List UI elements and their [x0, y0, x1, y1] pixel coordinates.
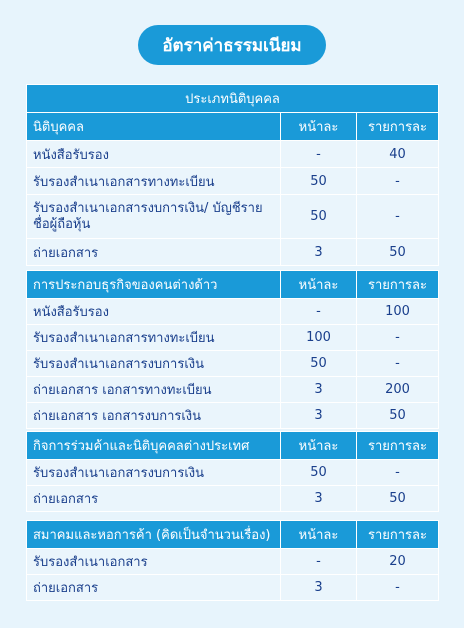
- header-per-item: รายการละ: [357, 113, 439, 141]
- row-per-item: -: [357, 168, 439, 195]
- row-name: รับรองสำเนาเอกสารงบการเงิน: [27, 460, 281, 486]
- row-per-item: 50: [357, 403, 439, 429]
- row-name: ถ่ายเอกสาร: [27, 239, 281, 266]
- row-name: รับรองสำเนาเอกสารทางทะเบียน: [27, 168, 281, 195]
- table-header: [27, 521, 439, 549]
- table-header: [27, 113, 439, 141]
- row-per-item: -: [357, 460, 439, 486]
- header-per-item: รายการละ: [357, 521, 439, 549]
- header-per-item: รายการละ: [357, 432, 439, 460]
- row-name: ถ่ายเอกสาร เอกสารงบการเงิน: [27, 403, 281, 429]
- page-title: อัตราค่าธรรมเนียม: [138, 25, 326, 65]
- row-per-page: 3: [281, 239, 357, 266]
- row-per-page: 3: [281, 575, 357, 601]
- table-row: [27, 141, 439, 168]
- row-name: ถ่ายเอกสาร: [27, 575, 281, 601]
- table-row: [27, 168, 439, 195]
- header-name: นิติบุคคล: [27, 113, 281, 141]
- row-per-page: 100: [281, 325, 357, 351]
- association-fee-table: [26, 520, 439, 601]
- row-per-item: 50: [357, 239, 439, 266]
- table-row: [27, 239, 439, 266]
- row-name: ถ่ายเอกสาร: [27, 486, 281, 512]
- row-per-item: -: [357, 575, 439, 601]
- table-header: [27, 432, 439, 460]
- row-per-page: 50: [281, 460, 357, 486]
- row-name: หนังสือรับรอง: [27, 299, 281, 325]
- table-row: [27, 195, 439, 239]
- row-per-page: 50: [281, 168, 357, 195]
- row-name: รับรองสำเนาเอกสารงบการเงิน: [27, 351, 281, 377]
- row-per-item: 20: [357, 549, 439, 575]
- row-name: รับรองสำเนาเอกสารงบการเงิน/ บัญชีรายชื่อผู้ถือหุ้น: [27, 195, 281, 239]
- super-header-label: ประเภทนิติบุคคล: [27, 85, 439, 113]
- row-per-page: -: [281, 141, 357, 168]
- row-per-item: -: [357, 195, 439, 239]
- row-per-page: 50: [281, 195, 357, 239]
- header-name: กิจการร่วมค้าและนิติบุคคลต่างประเทศ: [27, 432, 281, 460]
- row-per-item: -: [357, 325, 439, 351]
- row-per-item: 50: [357, 486, 439, 512]
- header-per-item: รายการละ: [357, 271, 439, 299]
- row-per-item: 100: [357, 299, 439, 325]
- header-name: การประกอบธุรกิจของคนต่างด้าว: [27, 271, 281, 299]
- header-name: สมาคมและหอการค้า (คิดเป็นจำนวนเรื่อง): [27, 521, 281, 549]
- header-per-page: หน้าละ: [281, 432, 357, 460]
- header-per-page: หน้าละ: [281, 113, 357, 141]
- row-name: รับรองสำเนาเอกสาร: [27, 549, 281, 575]
- row-per-item: 200: [357, 377, 439, 403]
- row-per-page: -: [281, 549, 357, 575]
- table-row: [27, 377, 439, 403]
- table-row: [27, 575, 439, 601]
- row-per-page: 3: [281, 403, 357, 429]
- table-row: [27, 325, 439, 351]
- row-per-item: -: [357, 351, 439, 377]
- table-row: [27, 460, 439, 486]
- table-row: [27, 403, 439, 429]
- row-name: รับรองสำเนาเอกสารทางทะเบียน: [27, 325, 281, 351]
- row-per-page: 50: [281, 351, 357, 377]
- table-row: [27, 299, 439, 325]
- header-per-page: หน้าละ: [281, 271, 357, 299]
- table-row: [27, 486, 439, 512]
- table-header: [27, 271, 439, 299]
- foreign-business-fee-table: [26, 270, 439, 429]
- row-name: ถ่ายเอกสาร เอกสารทางทะเบียน: [27, 377, 281, 403]
- header-per-page: หน้าละ: [281, 521, 357, 549]
- row-per-page: 3: [281, 377, 357, 403]
- row-per-page: -: [281, 299, 357, 325]
- joint-venture-fee-table: [26, 431, 439, 512]
- table-row: [27, 549, 439, 575]
- table-super-header: [27, 85, 439, 113]
- juristic-person-fee-table: [26, 84, 439, 266]
- row-per-item: 40: [357, 141, 439, 168]
- row-name: หนังสือรับรอง: [27, 141, 281, 168]
- row-per-page: 3: [281, 486, 357, 512]
- table-row: [27, 351, 439, 377]
